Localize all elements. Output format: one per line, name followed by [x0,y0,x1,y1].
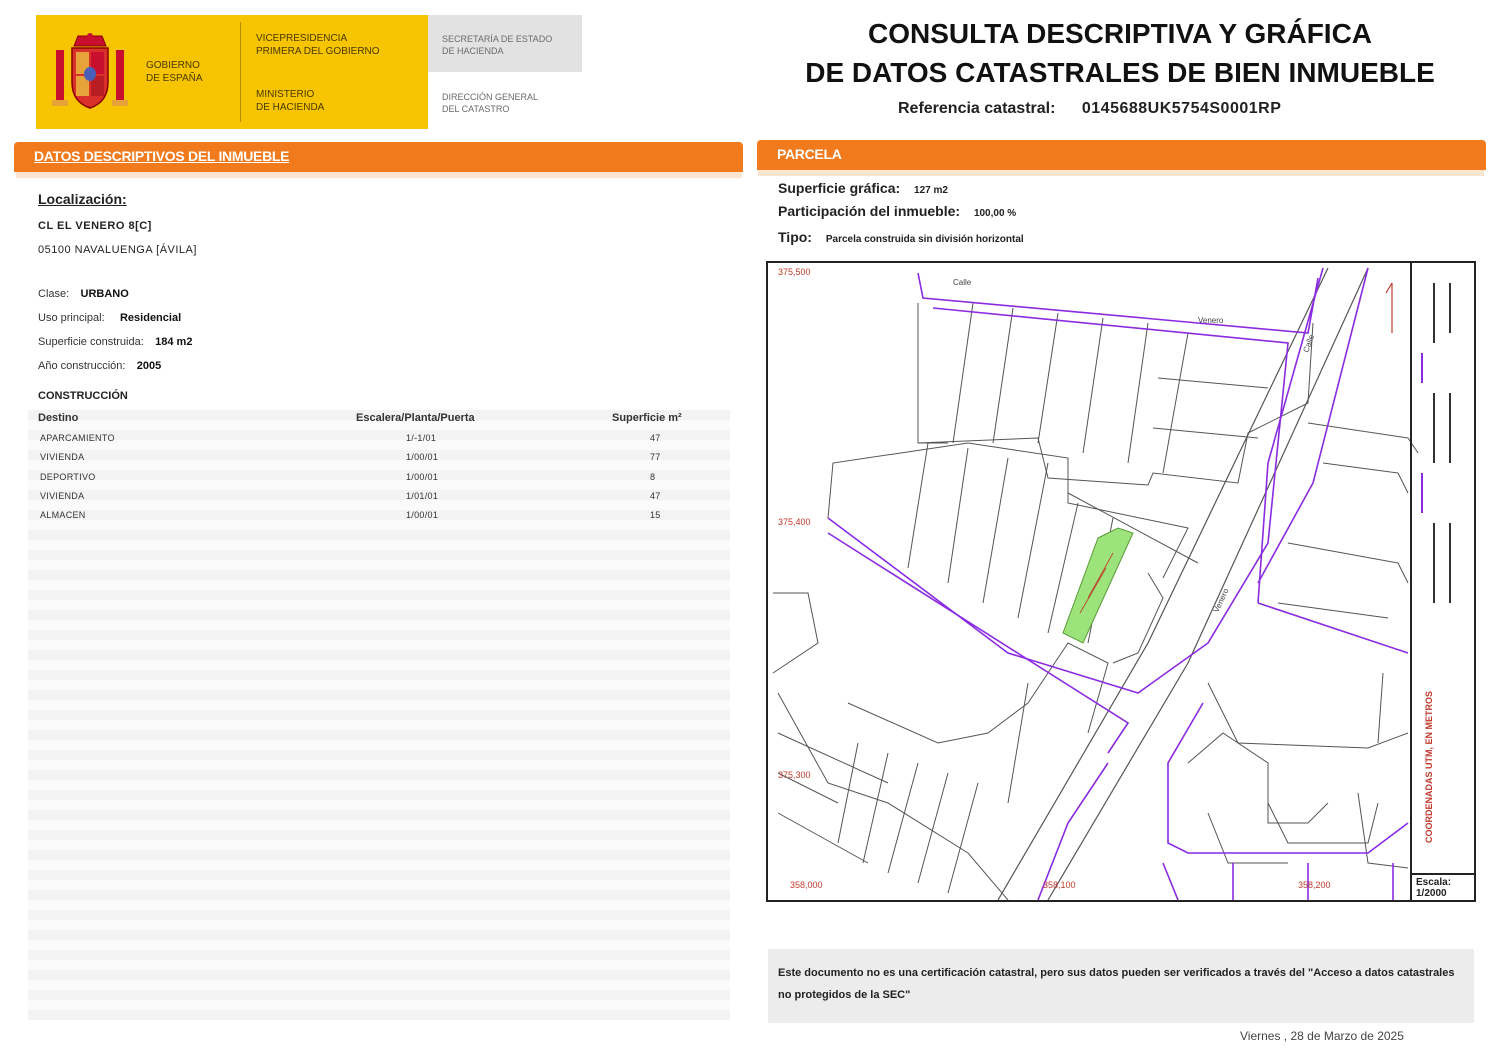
construccion-table [28,410,730,1020]
table-row-superficie: 15 [650,510,661,520]
disclaimer-text: Este documento no es una certificación catastral, pero sus datos pueden ser verificados a través del "Acceso a datos catastrales no protegidos de la SEC" [778,967,1455,1001]
table-row-destino: VIVIENDA [40,491,85,501]
participacion-label: Participación del inmueble: [778,203,961,219]
table-row-escalera: 1/00/01 [406,472,439,482]
vicepresidencia-text: VICEPRESIDENCIA PRIMERA DEL GOBIERNO [256,33,380,57]
secretaria-text: SECRETARÍA DE ESTADO DE HACIENDA [442,34,553,56]
clase-label: Clase: [38,288,70,300]
sup-grafica-value: 127 m2 [914,185,948,196]
sup-grafica-label: Superficie gráfica: [778,180,901,196]
coord-label: 375,500 [778,267,811,277]
scale-label: Escala: [1416,877,1452,888]
direccion-text: DIRECCIÓN GENERAL DEL CATASTRO [442,92,539,114]
scale-box [1410,873,1474,900]
localizacion-line2: 05100 NAVALUENGA [ÁVILA] [38,244,197,256]
coord-label: 375,300 [778,770,811,780]
datos-descriptivos-bar [14,142,743,172]
ref-value[interactable]: 0145688UK5754S0001RP [1081,100,1282,117]
table-row-destino: ALMACEN [40,510,86,520]
superficie-label: Superficie construida: [38,336,144,348]
col-escalera-header: Escalera/Planta/Puerta [356,412,475,424]
construccion-label: CONSTRUCCIÓN [38,390,128,402]
street-label: Calle [1301,333,1317,354]
coat-of-arms-icon [48,30,132,116]
ref-label: Referencia catastral: [898,100,1056,117]
ministerio-text: MINISTERIO DE HACIENDA [256,89,325,113]
scale-value: 1/2000 [1416,888,1447,899]
table-stripes [28,410,730,1020]
table-row-escalera: 1/00/01 [406,452,439,462]
superficie-value: 184 m2 [155,336,193,348]
parcela-title: PARCELA [777,146,842,162]
table-row-escalera: 1/00/01 [406,510,439,520]
participacion-value: 100,00 % [973,208,1017,219]
map-drawing [768,263,1474,900]
uso-row [38,310,181,324]
uso-value: Residencial [119,312,182,324]
uso-label: Uso principal: [38,312,105,324]
anio-row [38,358,161,372]
coord-label: 358,200 [1298,880,1331,890]
localizacion-label: Localización: [38,191,127,207]
localizacion-line1: CL EL VENERO 8[C] [38,220,152,232]
street-label: Calle [953,278,972,287]
col-superficie-header: Superficie m² [612,412,682,424]
table-row-superficie: 77 [650,452,661,462]
table-row-superficie: 8 [650,472,656,482]
street-label: Venero [1198,316,1224,325]
tipo-value: Parcela construida sin división horizontal [825,234,1024,245]
datos-descriptivos-title: DATOS DESCRIPTIVOS DEL INMUEBLE [34,148,290,164]
logo-divider [240,22,241,122]
anio-value: 2005 [136,360,162,372]
superficie-row [38,334,192,348]
document-date: Viernes , 28 de Marzo de 2025 [1240,1029,1404,1043]
superficie-grafica-row [778,180,948,196]
parcela-bar [757,140,1486,170]
cadastral-map[interactable] [766,261,1476,902]
referencia-catastral [898,100,1281,118]
col-destino-header: Destino [38,412,79,424]
table-row-superficie: 47 [650,491,661,501]
table-row-escalera: 1/-1/01 [406,433,437,443]
map-legend [1410,263,1474,873]
anio-label: Año construcción: [38,360,126,372]
clase-value: URBANO [80,288,129,300]
table-row-escalera: 1/01/01 [406,491,439,501]
table-row-destino: APARCAMIENTO [40,433,115,443]
table-row-superficie: 47 [650,433,661,443]
table-row-destino: DEPORTIVO [40,472,96,482]
table-row-destino: VIVIENDA [40,452,85,462]
participacion-row [778,203,1016,219]
gov-text: GOBIERNO DE ESPAÑA [146,60,203,84]
tipo-row [778,229,1024,245]
clase-row [38,286,129,300]
coord-label: 358,000 [790,880,823,890]
document-title: CONSULTA DESCRIPTIVA Y GRÁFICA DE DATOS CATASTRALES DE BIEN INMUEBLE [805,18,1435,88]
tipo-label: Tipo: [778,229,812,245]
legend-coords-text: COORDENADAS UTM, EN METROS [1424,690,1434,843]
coord-label: 375,400 [778,517,811,527]
street-label: Venero [1211,587,1231,614]
coord-label: 358,100 [1043,880,1076,890]
